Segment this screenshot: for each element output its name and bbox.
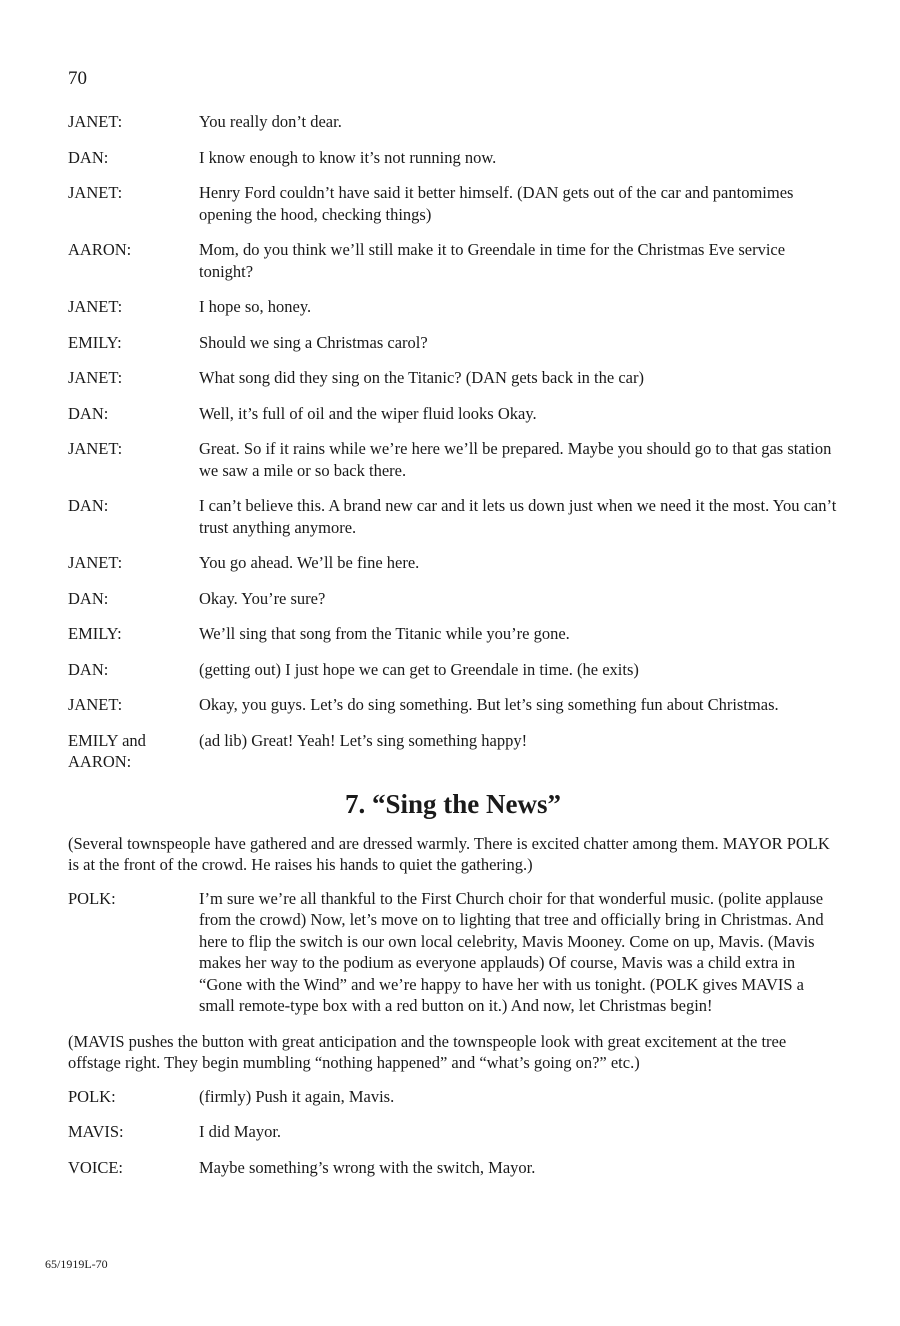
- speaker-name: DAN:: [68, 147, 109, 167]
- speaker-name: POLK:: [68, 888, 116, 908]
- dialogue-text: (getting out) I just hope we can get to Greendale in time. (he exits): [199, 659, 639, 679]
- speaker-name: DAN:: [68, 496, 109, 515]
- dialogue-block: [68, 888, 838, 1017]
- dialogue-text: (firmly) Push it again, Mavis.: [199, 1086, 395, 1106]
- dialogue-text: We’ll sing that song from the Titanic while you’re gone.: [199, 624, 570, 643]
- dialogue-text: I know enough to know it’s not running now.: [199, 147, 497, 167]
- dialogue-text: I can’t believe this. A brand new car and it lets us down just when we need it the most. You can’t trust anything anymore.: [199, 496, 837, 537]
- speaker-name: JANET:: [68, 297, 123, 316]
- dialogue-text: I’m sure we’re all thankful to the First Church choir for that wonderful music. (polite applause from the crowd) Now, let’s move on to lighting that tree and officially bring in Christmas. And here to flip the switch is our own local celebrity, Mavis Mooney. Come on up, Mavis. (Mavis makes her way to the podium as everyone applauds) Of course, Mavis was a child extra in “Gone with the Wind” and we’re happy to have her with us tonight. (POLK gives MAVIS a small remote-type box with a red button on it.) And now, let Christmas begin!: [199, 888, 824, 1015]
- dialogue-text: Henry Ford couldn’t have said it better himself. (DAN gets out of the car and pantomimes opening the hood, checking things): [199, 183, 794, 224]
- dialogue-line: [68, 182, 838, 225]
- speaker-name: EMILY:: [68, 332, 122, 352]
- dialogue-text: Maybe something’s wrong with the switch, Mayor.: [199, 1157, 536, 1177]
- dialogue-text: Okay, you guys. Let’s do sing something. But let’s sing something fun about Christmas.: [199, 695, 779, 714]
- speaker-name: DAN:: [68, 403, 109, 423]
- dialogue-line: [68, 659, 838, 681]
- dialogue-text: What song did they sing on the Titanic? (DAN gets back in the car): [199, 368, 644, 387]
- dialogue-line: [68, 1121, 838, 1143]
- speaker-name: JANET:: [68, 439, 123, 458]
- speaker-name: JANET:: [68, 368, 123, 387]
- dialogue-line: [68, 1086, 838, 1108]
- dialogue-line: [68, 623, 838, 645]
- dialogue-line: [68, 332, 838, 354]
- speaker-name: VOICE:: [68, 1157, 123, 1177]
- speaker-name: JANET:: [68, 112, 123, 131]
- dialogue-line: [68, 111, 838, 133]
- dialogue-line: [68, 730, 838, 773]
- dialogue-line: [68, 888, 838, 1017]
- dialogue-text: Should we sing a Christmas carol?: [199, 332, 428, 352]
- dialogue-text: Great. So if it rains while we’re here we’ll be prepared. Maybe you should go to that gas station we saw a mile or so back there.: [199, 439, 832, 480]
- dialogue-line: [68, 147, 838, 169]
- dialogue-text: I hope so, honey.: [199, 297, 312, 316]
- dialogue-line: [68, 403, 838, 425]
- dialogue-text: I did Mayor.: [199, 1122, 282, 1141]
- dialogue-line: [68, 367, 838, 389]
- dialogue-line: [68, 438, 838, 481]
- dialogue-block: [68, 1086, 838, 1179]
- speaker-name: DAN:: [68, 588, 109, 608]
- speaker-name: JANET:: [68, 553, 123, 572]
- dialogue-text: Well, it’s full of oil and the wiper fluid looks Okay.: [199, 403, 537, 423]
- speaker-name: AARON:: [68, 240, 132, 259]
- dialogue-line: [68, 495, 838, 538]
- speaker-name: JANET:: [68, 183, 123, 202]
- dialogue-line: [68, 1157, 838, 1179]
- dialogue-text: You go ahead. We’ll be fine here.: [199, 553, 420, 572]
- dialogue-text: Okay. You’re sure?: [199, 588, 326, 608]
- speaker-name: JANET:: [68, 695, 123, 714]
- speaker-name: POLK:: [68, 1086, 116, 1106]
- dialogue-text: Mom, do you think we’ll still make it to Greendale in time for the Christmas Eve service tonight?: [199, 240, 786, 281]
- stage-direction: (Several townspeople have gathered and are dressed warmly. There is excited chatter among them. MAYOR POLK is at the front of the crowd. He raises his hands to quiet the gathering.): [68, 833, 830, 874]
- footer-code: 65/1919L-70: [45, 1257, 108, 1271]
- script-body: [68, 111, 838, 1192]
- dialogue-line: [68, 239, 838, 282]
- speaker-name: EMILY:: [68, 624, 122, 643]
- dialogue-line: [68, 296, 838, 318]
- dialogue-line: [68, 552, 838, 574]
- dialogue-block: [68, 111, 838, 773]
- page-number: 70: [68, 68, 87, 89]
- dialogue-text: (ad lib) Great! Yeah! Let’s sing something happy!: [199, 730, 528, 750]
- speaker-name: MAVIS:: [68, 1122, 124, 1141]
- dialogue-line: [68, 694, 838, 716]
- dialogue-line: [68, 588, 838, 610]
- section-heading: 7. “Sing the News”: [344, 788, 561, 819]
- stage-direction: (MAVIS pushes the button with great anticipation and the townspeople look with great excitement at the tree offstage right. They begin mumbling “nothing happened” and “what’s going on?” etc.): [68, 1031, 787, 1072]
- speaker-name: DAN:: [68, 659, 109, 679]
- speaker-name: EMILY and AARON:: [68, 730, 146, 771]
- dialogue-text: You really don’t dear.: [199, 112, 342, 131]
